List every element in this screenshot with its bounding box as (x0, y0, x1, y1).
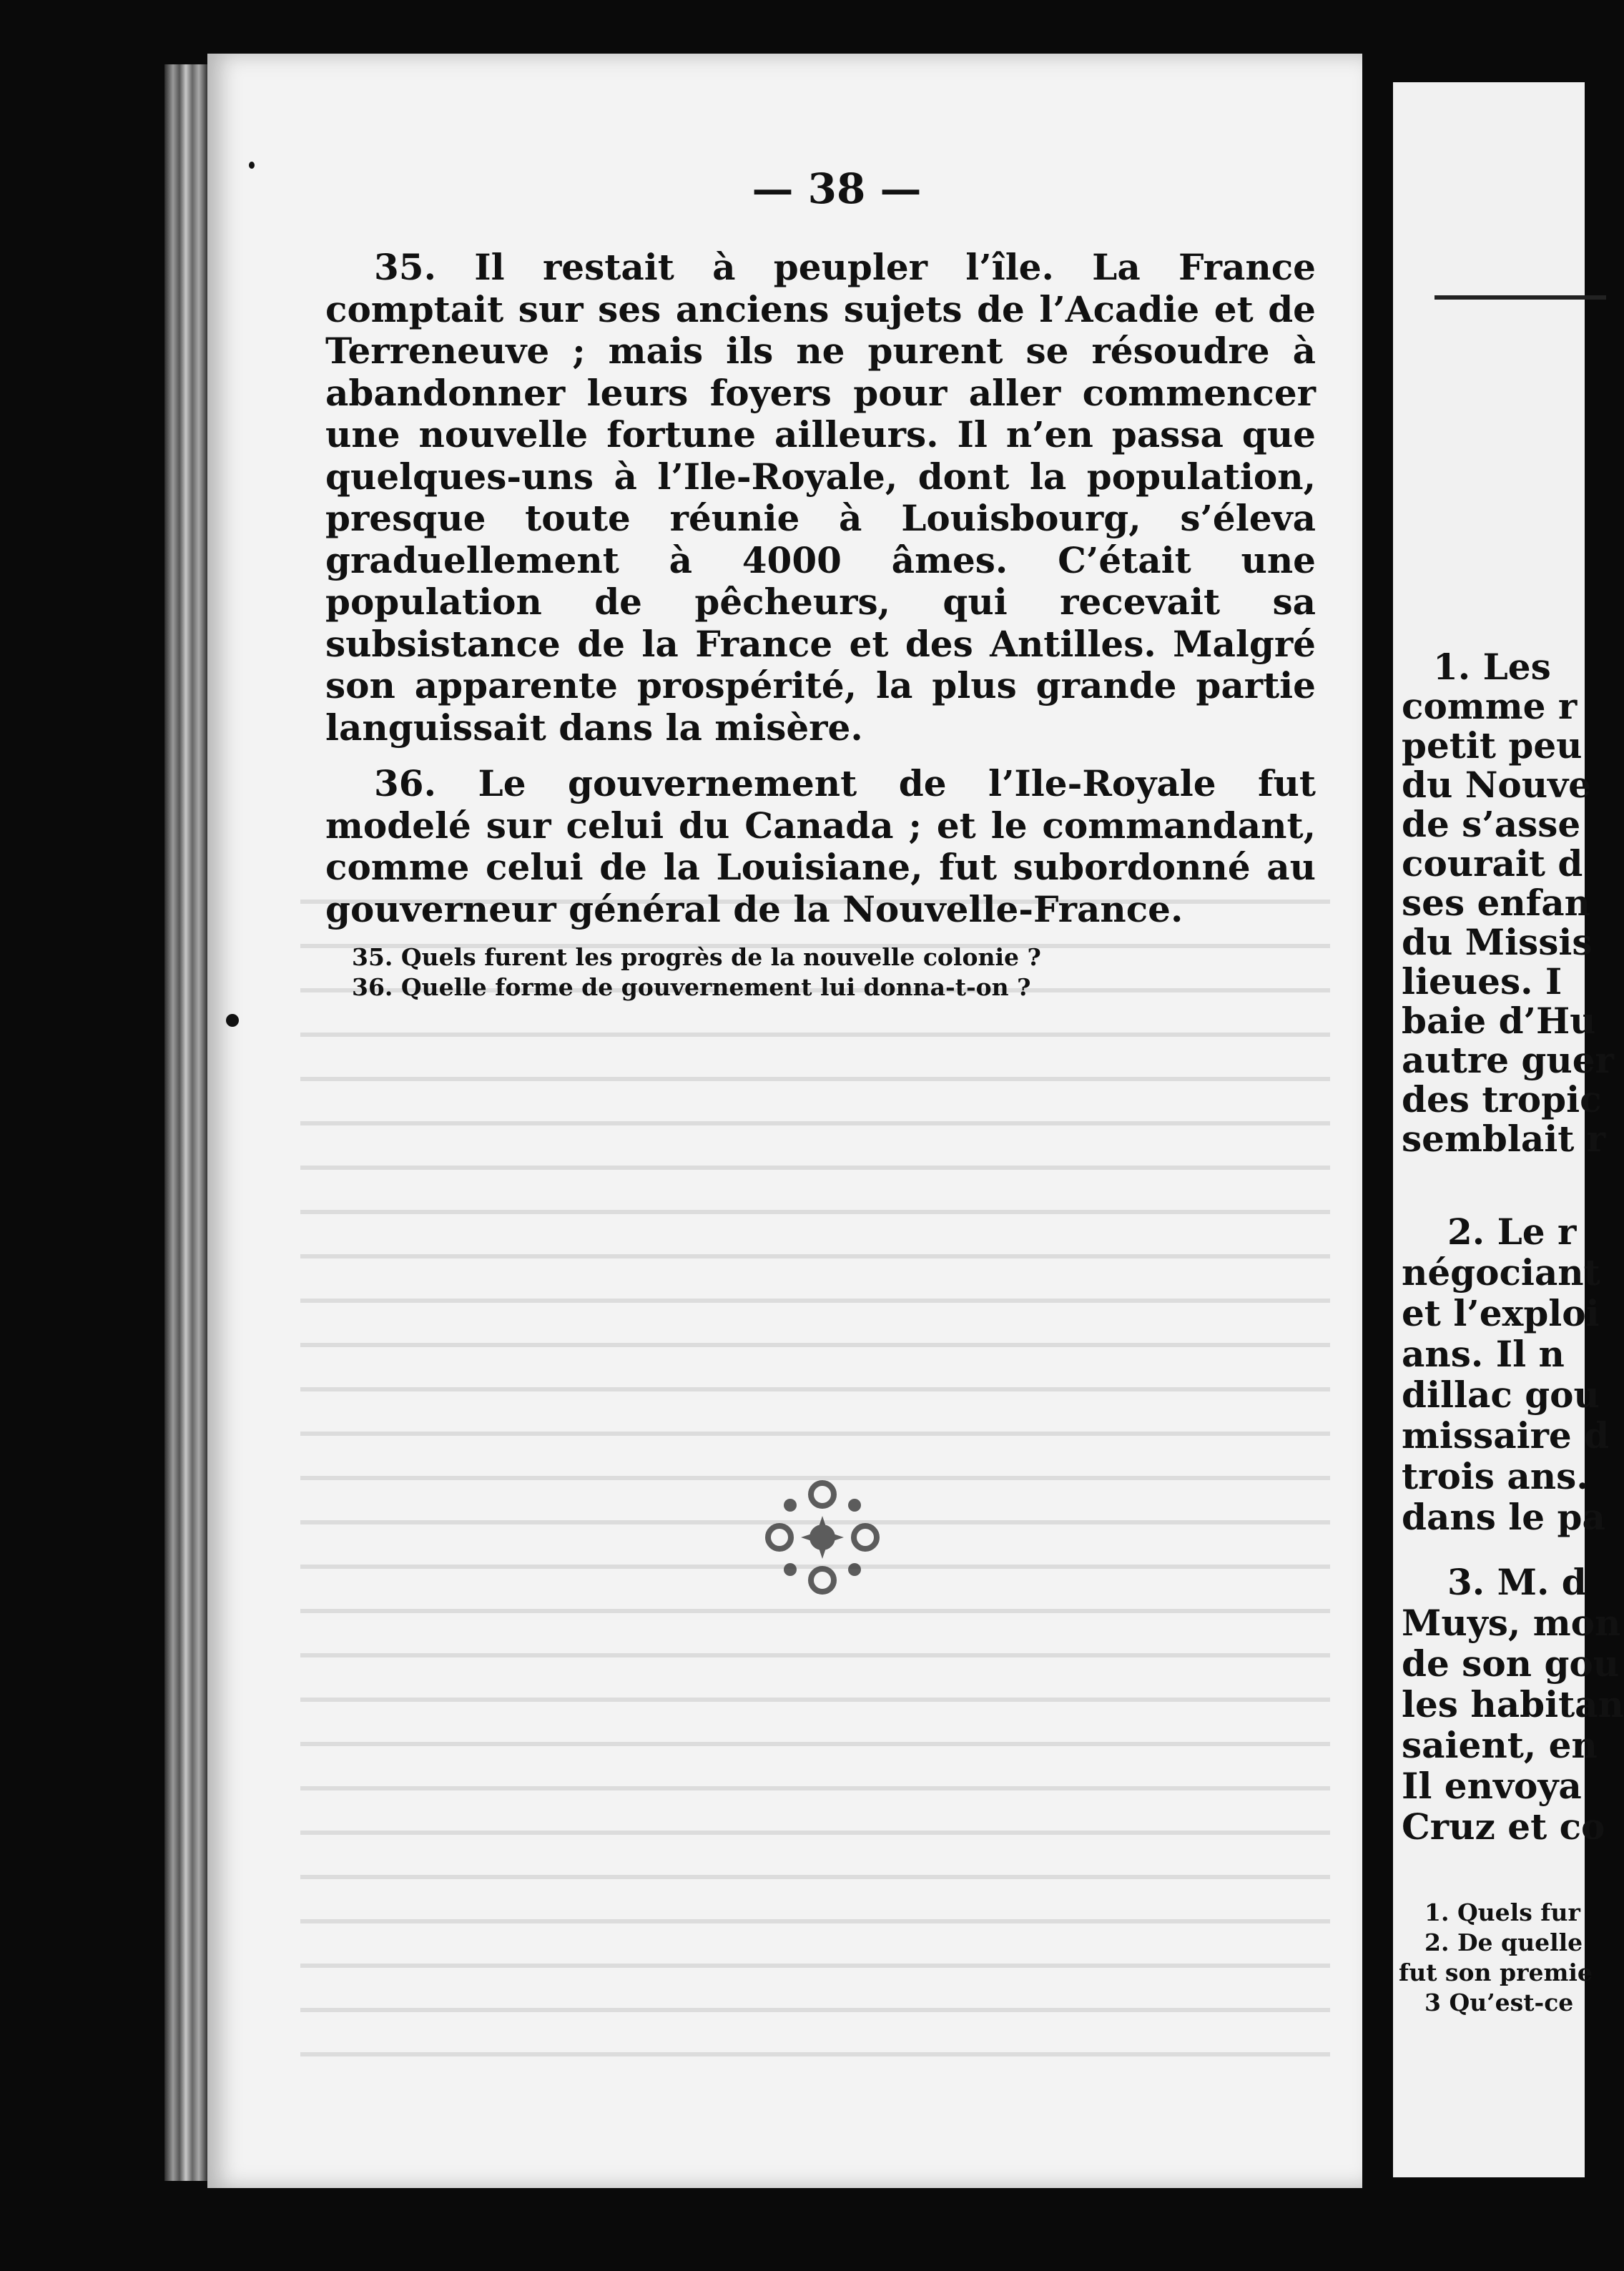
paragraph-text: Le gouvernement de l’Ile-Royale fut modelé sur celui du Canada ; et le commandant, comme celui de la Louisiane, fut subordonné au gouverneur général de la Nouvelle-France. (325, 762, 1316, 930)
text-line: comme r (1402, 685, 1578, 727)
text-line: du Missis (1402, 921, 1593, 963)
text-line: courait d (1402, 842, 1583, 885)
text-line: Cruz et co (1402, 1806, 1605, 1848)
text-line: 3. M. d (1447, 1561, 1587, 1603)
text-line: petit peu (1402, 724, 1583, 767)
ornament-icon (758, 1473, 887, 1602)
text-line: 1. Les (1433, 646, 1551, 688)
text-line: les habitan (1402, 1683, 1624, 1725)
paragraph-number: 35. (374, 246, 436, 288)
text-line: 2. Le r (1447, 1211, 1577, 1253)
text-line: négociant (1402, 1251, 1600, 1294)
text-line: semblait r (1402, 1118, 1606, 1160)
text-line: dillac gou (1402, 1374, 1600, 1416)
text-line: du Nouve (1402, 764, 1591, 806)
book-gutter (164, 64, 207, 2181)
paragraph-36 (325, 763, 1316, 930)
text-line: et l’exploi (1402, 1292, 1600, 1334)
text-line: ses enfan (1402, 882, 1590, 924)
text-line: baie d’Hu (1402, 1000, 1596, 1042)
question-item: fut son premie (1399, 1959, 1593, 1986)
question-item: 35. Quels furent les progrès de la nouvelle colonie ? (352, 943, 1041, 971)
text-line: de s’asse (1402, 803, 1581, 845)
paragraph-number: 36. (374, 762, 436, 804)
question-item: 2. De quelle (1424, 1928, 1583, 1956)
question-item: 1. Quels fur (1424, 1898, 1580, 1926)
paragraph-text: Il restait à peupler l’île. La France comptait sur ses anciens sujets de l’Acadie et de Terreneuve ; mais ils ne purent se résoudre à abandonner leurs foyers pour aller commencer une nouvelle fortune ailleurs. Il n’en passa que quelques-uns à l’Ile-Royale, dont la population, presque toute réunie à Louisbourg, s’éleva graduellement à 4000 âmes. C’était une population de pêcheurs, qui recevait sa subsistance de la France et des Antilles. Malgré son apparente prospérité, la plus grande partie languissait dans la misère. (325, 246, 1316, 749)
text-line: dans le pa (1402, 1496, 1605, 1538)
main-text (325, 247, 1316, 930)
page-number: — 38 — (752, 164, 922, 213)
right-page (1393, 82, 1624, 2177)
question-item: 36. Quelle forme de gouvernement lui donna-t-on ? (352, 973, 1031, 1001)
review-questions (352, 942, 1210, 1003)
ink-speck (249, 162, 255, 169)
question-item: 3 Qu’est-ce (1424, 1989, 1574, 2016)
text-line: ans. Il n (1402, 1333, 1565, 1375)
section-rule (1434, 295, 1606, 300)
text-line: autre guer (1402, 1039, 1614, 1081)
text-line: de son gou (1402, 1642, 1620, 1685)
text-line: missaire d (1402, 1414, 1610, 1457)
text-line: des tropic (1402, 1078, 1602, 1120)
text-line: Il envoya (1402, 1765, 1582, 1807)
paragraph-35 (325, 247, 1316, 749)
text-line: saient, en (1402, 1724, 1598, 1766)
text-line: lieues. I (1402, 960, 1563, 1003)
text-line: trois ans. (1402, 1455, 1589, 1497)
ink-speck (226, 1014, 239, 1027)
text-line: Muys, mon (1402, 1602, 1621, 1644)
